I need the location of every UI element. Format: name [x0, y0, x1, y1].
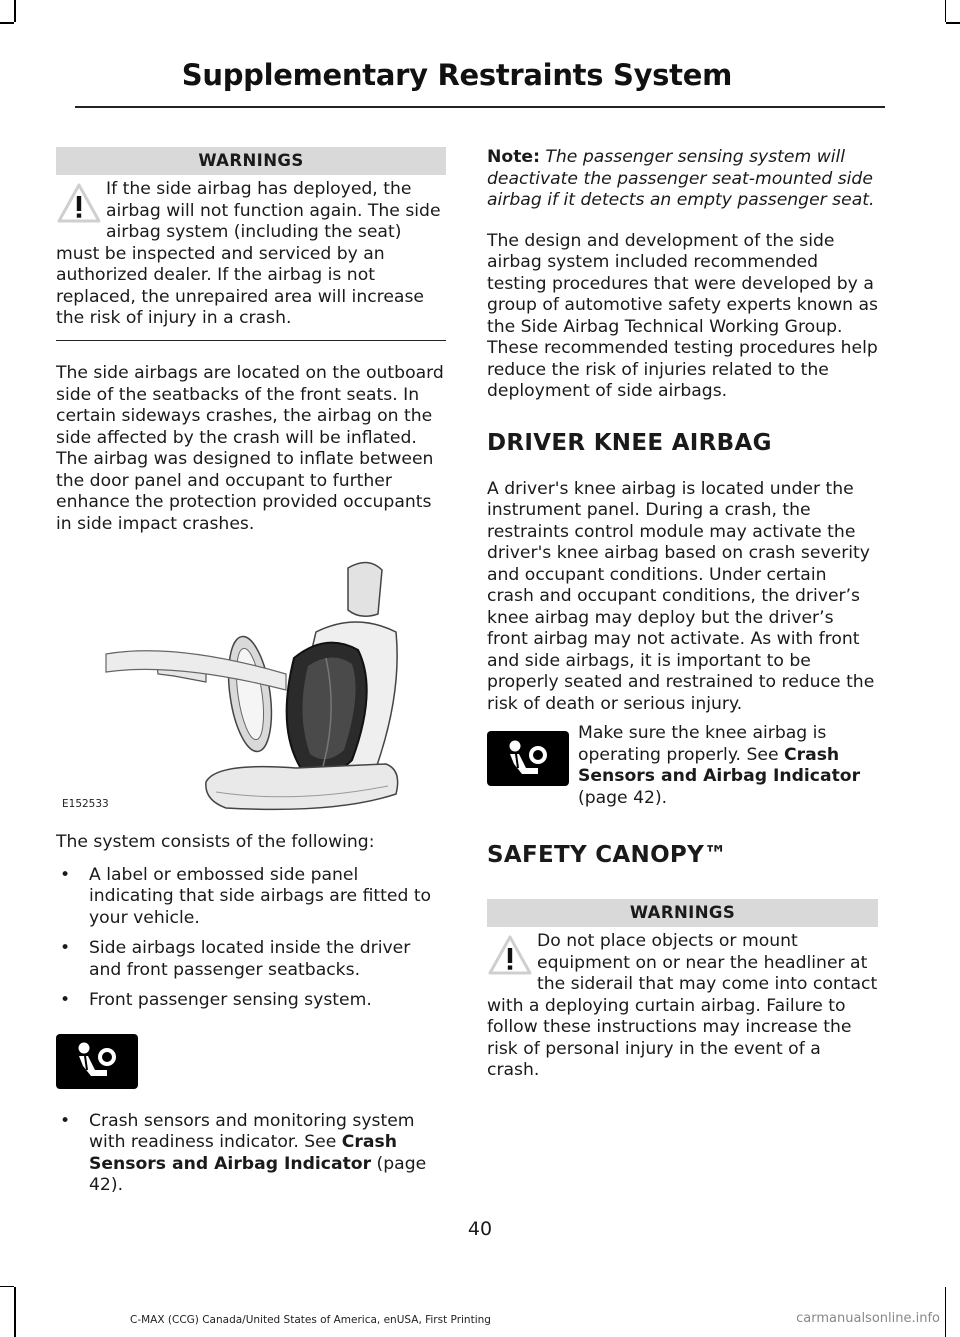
side-airbag-figure: [56, 554, 446, 816]
figure-code: E152533: [62, 798, 109, 810]
list-item: • A label or embossed side panel indicating that side airbags are fitted to your vehicle.: [60, 864, 432, 928]
airbag-indicator-icon: [56, 1034, 138, 1089]
footer-text: C-MAX (CCG) Canada/United States of America, enUSA, First Printing: [130, 1314, 491, 1326]
system-intro: The system consists of the following:: [56, 832, 375, 852]
list-item: • Front passenger sensing system.: [60, 990, 372, 1010]
section-heading-safety-canopy: SAFETY CANOPY™: [487, 842, 728, 868]
crop-mark: [14, 0, 16, 22]
crop-mark: [0, 1286, 14, 1288]
warning-triangle-icon: [56, 182, 104, 228]
crop-mark: [945, 0, 947, 22]
bullet: •: [60, 990, 71, 1010]
warning-heading: WARNINGS: [487, 899, 878, 927]
page-title: Supplementary Restraints System: [181, 58, 732, 92]
cross-reference-link[interactable]: Crash Sensors and Airbag Indicator: [578, 744, 861, 786]
knee-check-text: Make sure the knee airbag is operating properly. See Crash Sensors and Airbag Indicator (page 42).: [578, 723, 861, 808]
warning-divider: [56, 340, 446, 342]
list-item: • Crash sensors and monitoring system with readiness indicator. See Crash Sensors and Airbag Indicator (page 42).: [60, 1110, 427, 1195]
knee-airbag-paragraph: A driver's knee airbag is located under the instrument panel. During a crash, the restraints control module may activate the driver's knee airbag based on crash severity and occupant conditions. Under certain crash and occupant conditions, the driver’s knee airbag may deploy but the driver’s front airbag may not activate. As with front and side airbags, it is important to be properly seated and restrained to reduce the risk of death or serious injury.: [487, 478, 875, 714]
section-heading-knee-airbag: DRIVER KNEE AIRBAG: [487, 429, 772, 456]
airbag-indicator-icon: [487, 731, 569, 786]
note: [487, 147, 878, 212]
crop-mark: [14, 1287, 16, 1337]
right-column: [487, 147, 878, 1082]
seat-illustration: [56, 554, 446, 816]
page-number: 40: [467, 1218, 493, 1240]
bullet: •: [60, 938, 71, 958]
watermark: carmanualsonline.info: [796, 1311, 940, 1326]
crop-mark: [0, 22, 14, 24]
side-airbag-intro: The side airbags are located on the outboard side of the seatbacks of the front seats. In certain sideways crashes, the airbag on the side affected by the crash will be inflated. The airbag was designed to inflate between the door panel and occupant to further enhance the protection provided occupants in side impact crashes.: [56, 363, 444, 534]
warning-box: [487, 931, 878, 1082]
crop-mark: [945, 1287, 947, 1337]
warning-heading: WARNINGS: [56, 147, 446, 175]
warning-triangle-icon: [487, 934, 535, 980]
warning-text: If the side airbag has deployed, the airbag will not function again. The side airbag system (including the seat) must be inspected and serviced by an authorized dealer. If the airbag is not replaced, the unrepaired area will increase the risk of injury in a crash.: [56, 179, 441, 328]
cross-reference-link[interactable]: Crash Sensors and Airbag Indicator: [89, 1132, 397, 1174]
system-component-list-continued: [56, 1111, 446, 1197]
header-divider: [75, 106, 885, 108]
warning-box: [56, 179, 446, 330]
list-item: • Side airbags located inside the driver and front passenger seatbacks.: [60, 938, 411, 980]
bullet: •: [60, 864, 71, 885]
crop-mark: [946, 22, 960, 24]
bullet: •: [60, 1110, 71, 1131]
note-label: Note:: [487, 147, 540, 167]
warning-text: Do not place objects or mount equipment on or near the headliner at the siderail that may come into contact with a deploying curtain airbag. Failure to follow these instructions may increase the risk of personal injury in the event of a crash.: [487, 931, 878, 1080]
system-component-list: [56, 865, 446, 1012]
design-paragraph: The design and development of the side airbag system included recommended testing procedures that were developed by a group of automotive safety experts known as the Side Airbag Technical Working Group. These recommended testing procedures help reduce the risk of injuries related to the deployment of side airbags.: [487, 230, 878, 401]
knee-airbag-check: [487, 723, 878, 809]
note-text: The passenger sensing system will deactivate the passenger seat-mounted side airbag if it detects an empty passenger seat.: [487, 147, 875, 210]
left-column: [56, 147, 446, 1206]
